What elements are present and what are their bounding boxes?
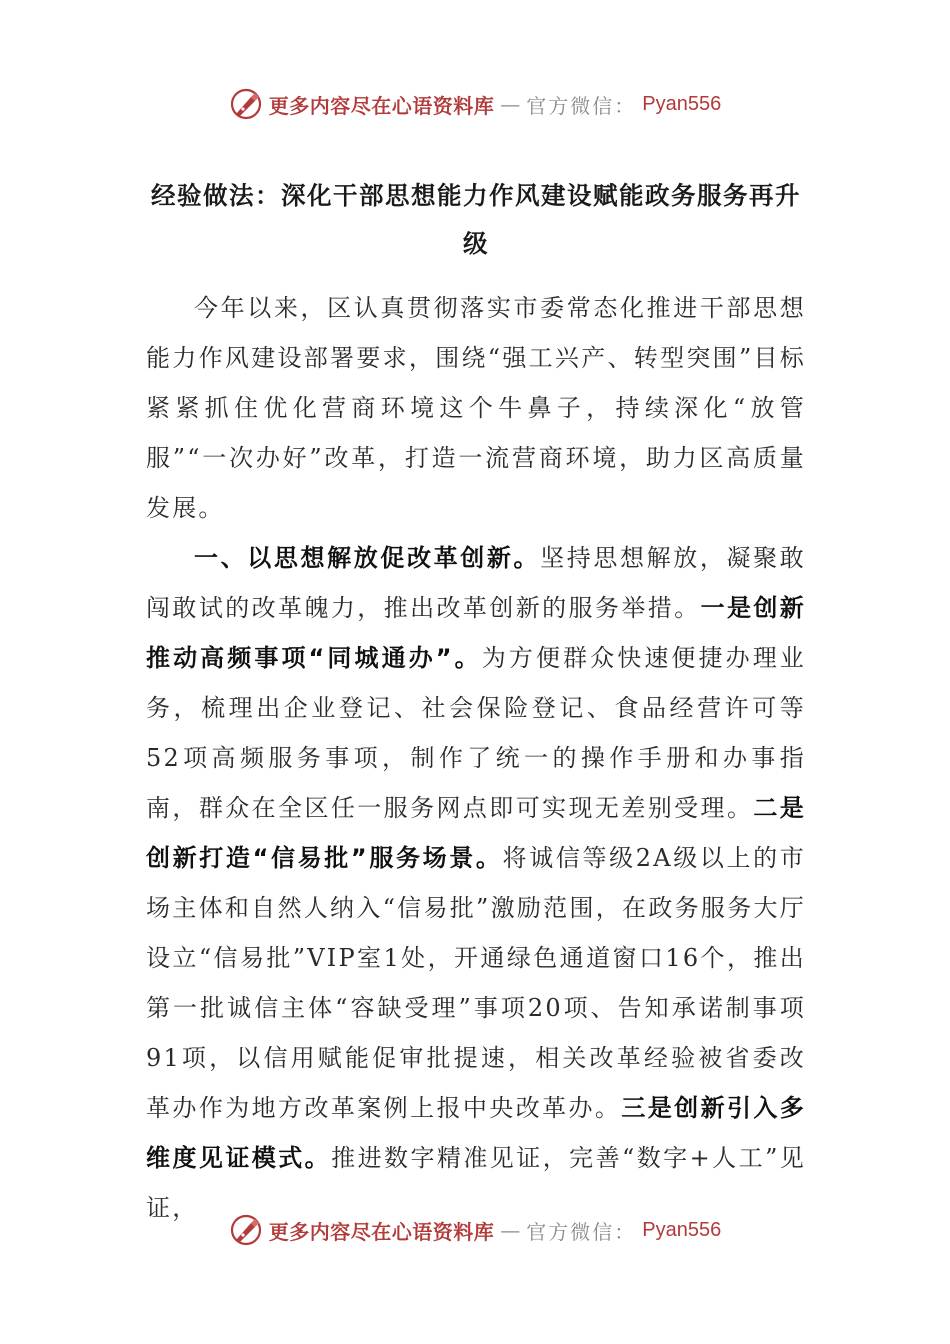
wechat-account: Pyan556 (642, 1218, 722, 1241)
point-2-heading: 二是创新打造“信易批”服务场景。 (146, 794, 806, 872)
wechat-account: Pyan556 (642, 92, 722, 115)
intro-paragraph: 今年以来，区认真贯彻落实市委常态化推进干部思想能力作风建设部署要求，围绕“强工兴产、转型突围”目标紧紧抓住优化营商环境这个牛鼻子，持续深化“放管服”“一次办好”改革，打造一流营商环境，助力区高质量发展。 (146, 294, 806, 522)
footer-banner (0, 1210, 950, 1250)
document-title: 经验做法：深化干部思想能力作风建设赋能政务服务再升级 (151, 181, 801, 258)
section-1-paragraph (146, 533, 806, 1233)
wechat-label: 官方微信： (526, 93, 637, 118)
banner-dash: — (500, 1218, 521, 1242)
header-banner (0, 84, 950, 124)
brand-text: 更多内容尽在心语资料库 (268, 1219, 495, 1244)
wechat-label: 官方微信： (526, 1219, 637, 1244)
point-1-heading: 一是创新推动高频事项“同城通办”。 (146, 594, 806, 672)
pen-nib-logo-icon (229, 1213, 263, 1247)
pen-nib-logo-icon (229, 87, 263, 121)
section-1-text: 坚持思想解放，凝聚敢闯敢试的改革魄力，推出改革创新的服务举措。 (146, 544, 806, 622)
section-1-heading: 一、以思想解放促改革创新。 (194, 544, 541, 572)
banner-dash: — (500, 92, 521, 116)
point-3-heading: 三是创新引入多维度见证模式。 (146, 1094, 806, 1172)
brand-text: 更多内容尽在心语资料库 (268, 93, 495, 118)
document-body (146, 283, 806, 1233)
point-2-text: 将诚信等级2A级以上的市场主体和自然人纳入“信易批”激励范围，在政务服务大厅设立“信易批”VIP室1处，开通绿色通道窗口16个，推出第一批诚信主体“容缺受理”事项20项、告知承诺制事项91项，以信用赋能促审批提速，相关改革经验被省委改革办作为地方改革案例上报中央改革办。 (146, 844, 806, 1122)
point-1-text: 为方便群众快速便捷办理业务，梳理出企业登记、社会保险登记、食品经营许可等52项高频服务事项，制作了统一的操作手册和办事指南，群众在全区任一服务网点即可实现无差别受理。 (146, 644, 806, 822)
point-3-text: 推进数字精准见证，完善“数字+人工”见证， (146, 1144, 806, 1222)
